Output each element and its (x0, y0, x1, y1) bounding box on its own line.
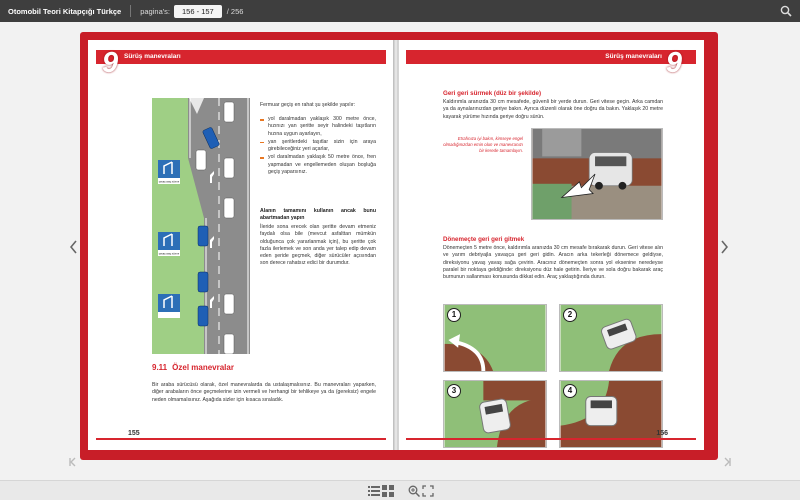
footer-line (96, 438, 386, 440)
step-badge: 3 (447, 384, 461, 398)
chapter-number: 9 (665, 47, 682, 79)
bullet-list (260, 116, 376, 177)
page-number-left: 155 (128, 430, 140, 437)
app-title: Otomobil Teori Kitapçığı Türkçe (8, 6, 122, 16)
road-sign-group (158, 160, 180, 318)
chapter-number: 9 (102, 47, 119, 79)
paragraph-reverse-corner: Dönemeçten 5 metre önce, kaldırımla aranızda 30 cm mesafe bırakarak durun. Geri vitese alın ve yarım debriyajla yavaşça geri geri gidin. Aracın arka tekerleği dönemece geldiyse, direksiyonu yavaş yavaş sağa çevirin. Aracınız dönemeçten sonra yol eksenine neredeyse paralel bir noktaya geldiğinde: direksiyonu düz hale getirin. İleriye ve sola doğru bakarak araç burnunun sallanması konusunda dikkat edin. Araç yaklaştığında durun. (443, 245, 663, 281)
reversing-photo (531, 128, 663, 220)
section-text: Bir araba sürücüsü olarak, özel manevralarda da ustalaşmalısınız. Bu manevraları yaparken, diğer arabaların önce geçmelerine izin vermeli ve herhangi bir tehlikeye ya da (gereksiz) engele neden olmamalısınız. Aşağıda sizler için kısaca sıraladık. (152, 382, 376, 403)
bold-heading: Alanın tamamını kullanın ancak bunu abartmadan yapın (260, 208, 376, 222)
chapter-title: Sürüş manevraları (605, 53, 662, 60)
page-separator: / (226, 6, 229, 16)
zipper-merge-illustration (152, 98, 250, 354)
list-view-icon[interactable] (368, 485, 380, 497)
road-sign-label: yavaş araç sürme (158, 180, 180, 184)
next-page-arrow-icon[interactable] (720, 240, 728, 254)
section-title (152, 363, 234, 372)
bullet-item: yol daralmadan yaklaşık 50 metre önce, fren yapmadan ve engellemeden oluşan boşluğa geçiş yaparsınız. (260, 154, 376, 176)
page-number-right: 156 (656, 430, 668, 437)
top-toolbar (0, 0, 800, 22)
previous-page-arrow-icon[interactable] (70, 240, 78, 254)
footer-line (406, 438, 696, 440)
chapter-header-bar (96, 50, 386, 64)
bullet-item: yan şeritlerdeki taşıtlar sizin için araya girebileceğiniz yeri açarlar, (260, 139, 376, 154)
search-icon[interactable] (780, 5, 792, 17)
last-page-icon[interactable] (722, 457, 732, 467)
paragraph-reverse-straight: Kaldırımla aranızda 30 cm mesafede, güvenli bir yerde durun. Geri vitese geçin. Arka camdan ya da aynalarınızdan geriye bakın. Ayrıca düzenli olarak öne doğru da bakın. Yaklaşık 20 metre kayarak yürüme hızında geriye doğru sürün. (443, 99, 663, 120)
toolbar-divider (130, 5, 131, 17)
step-badge: 2 (563, 308, 577, 322)
paragraph: İleride sona erecek olan şeritte devam etmeniz faydalı olsa bile (mevcut asfalttan mümkün olduğunca çok yararlanmak için), bu şeritte çok fazla ilerlemek ve son anda yer talep edip devam eden şeride geçmek, diğer sürücüler açısından son derece rahatsız edici bir durumdur. (260, 224, 376, 267)
photo-caption: Etrafınıza iyi bakın, kimseye engel olmadığınızdan emin olun ve manevranızı bir kerede tamamlayın. (443, 136, 523, 154)
intro-text: Fermuar geçiş en rahat şu şekilde yapılır: (260, 102, 356, 108)
bottom-toolbar (0, 480, 800, 500)
zoom-in-icon[interactable] (408, 485, 420, 497)
chapter-header-bar (406, 50, 696, 64)
section-title-text: Özel manevralar (172, 363, 234, 372)
total-pages: 256 (230, 6, 244, 16)
step-badge: 1 (447, 308, 461, 322)
bullet-item: yol daralmadan yaklaşık 300 metre önce, hızınızı yan şeritte seyir halindeki taşıtların hızına uygun ayarlayın, (260, 116, 376, 138)
grid-view-icon[interactable] (382, 485, 394, 497)
page-number-input[interactable]: 156 - 157 (174, 5, 222, 18)
page-label: pagina's: (140, 6, 171, 16)
step-badge: 4 (563, 384, 577, 398)
left-page[interactable] (88, 40, 394, 450)
chapter-title: Sürüş manevraları (124, 53, 181, 60)
heading-reverse-corner: Dönemeçte geri geri gitmek (443, 236, 525, 243)
heading-reverse-straight: Geri geri sürmek (düz bir şekilde) (443, 90, 541, 97)
book-spread (80, 32, 718, 460)
first-page-icon[interactable] (68, 457, 78, 467)
right-page[interactable] (398, 40, 704, 450)
section-number: 9.11 (152, 363, 168, 372)
fullscreen-icon[interactable] (422, 485, 434, 497)
road-sign-label: yavaş araç sürme (158, 252, 180, 256)
